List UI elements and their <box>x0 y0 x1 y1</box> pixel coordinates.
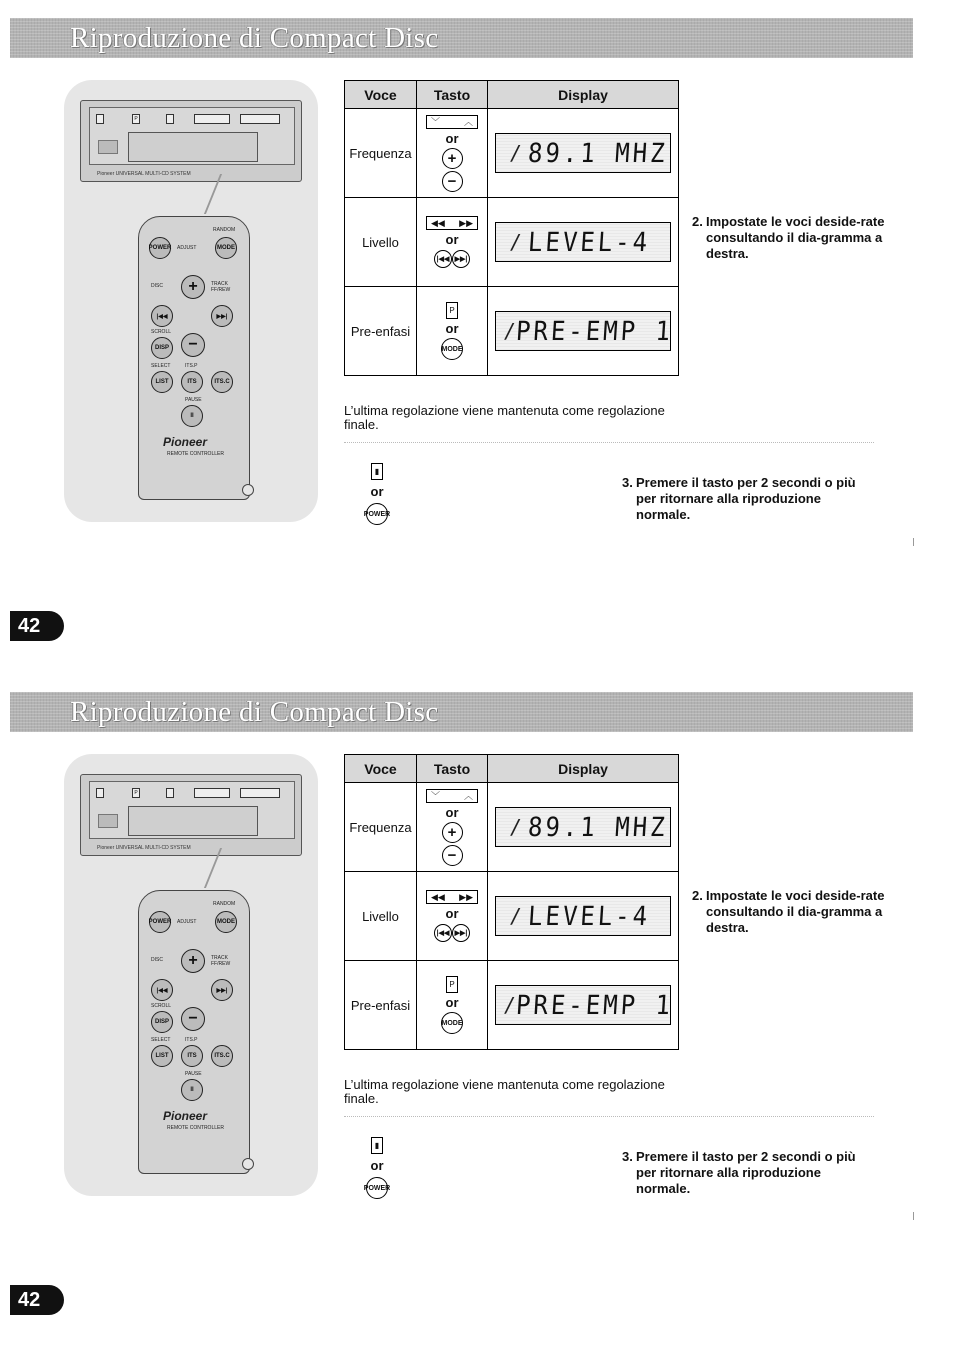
minus-icon: − <box>181 1007 205 1031</box>
row-label: Livello <box>345 198 417 287</box>
remote-caption: REMOTE CONTROLLER <box>167 1125 224 1131</box>
remote-control-image <box>138 890 250 1174</box>
head-unit-caption: Pioneer UNIVERSAL MULTI-CD SYSTEM <box>97 845 191 851</box>
head-unit-display <box>128 132 258 162</box>
header-voce: Voce <box>345 755 417 783</box>
lcd-display: / 89.1 MHZ <box>495 807 671 847</box>
step-2: 2. Impostate le voci deside-rate consultando il dia-gramma a destra. <box>692 214 885 261</box>
step-2: 2. Impostate le voci deside-rate consultando il dia-gramma a destra. <box>692 888 885 935</box>
random-label: RANDOM <box>213 227 236 233</box>
head-unit-image <box>80 774 302 856</box>
mode-key-icon: MODE <box>215 237 237 259</box>
settings-table <box>344 80 679 376</box>
remote-logo: Pioneer <box>163 1109 208 1123</box>
note-text: L’ultima regolazione viene mantenuta come regolazione finale. <box>344 403 665 432</box>
disc-label: DISC <box>151 283 163 289</box>
adjust-label: ADJUST <box>177 245 197 251</box>
note-text: L’ultima regolazione viene mantenuta come regolazione finale. <box>344 1077 665 1106</box>
random-label: RANDOM <box>213 901 236 907</box>
divider <box>344 442 874 443</box>
divider <box>344 1116 874 1117</box>
section-banner <box>10 18 913 58</box>
p-key-icon: P <box>132 114 140 124</box>
lcd-display: / LEVEL-4 <box>495 896 671 936</box>
remote-logo: Pioneer <box>163 435 208 449</box>
edge-mark <box>913 538 914 546</box>
settings-table <box>344 754 679 1050</box>
step-3-keys: ▮ or POWER <box>362 463 392 525</box>
remote-caption: REMOTE CONTROLLER <box>167 451 224 457</box>
step-3: 3. Premere il tasto per 2 secondi o più per ritornare alla riproduzione normale. <box>622 475 856 522</box>
disc-icon <box>98 814 118 828</box>
rewind-forward-icon: ◀◀ ▶▶ <box>426 890 478 904</box>
manual-page-1 <box>0 0 954 674</box>
itsp-label: ITS.P <box>185 363 198 369</box>
pause-key-icon <box>166 788 174 798</box>
select-label: SELECT <box>151 1037 171 1043</box>
prev-track-icon: |◀◀ <box>151 979 173 1001</box>
prev-track-icon: |◀◀ <box>434 250 452 268</box>
pause-key-icon: II <box>181 405 203 427</box>
step-3-keys: ▮ or POWER <box>362 1137 392 1199</box>
manual-page-2 <box>0 674 954 1348</box>
itsc-key-icon: ITS.C <box>211 371 233 393</box>
remote-control-image <box>138 216 250 500</box>
lcd-display: / LEVEL-4 <box>495 222 671 262</box>
up-down-rocker-icon: ﹀ ︿ <box>426 115 478 129</box>
table-row: Frequenza ﹀ ︿ or + − / 89.1 MHZ <box>345 783 679 872</box>
disc-icon: / <box>509 230 523 254</box>
mode-key-icon: MODE <box>441 1012 463 1034</box>
list-key-icon: LIST <box>151 1045 173 1067</box>
table-row: Frequenza ﹀ ︿ or + − / 89.1 MHZ <box>345 109 679 198</box>
header-display: Display <box>488 81 679 109</box>
header-tasto: Tasto <box>417 81 488 109</box>
prev-track-icon: |◀◀ <box>434 924 452 942</box>
track-label: TRACK FF/REW <box>211 955 231 967</box>
minus-icon: − <box>442 171 463 192</box>
pause-label: PAUSE <box>185 1071 202 1077</box>
power-key-icon: POWER <box>366 503 388 525</box>
pause-key-icon <box>166 114 174 124</box>
disp-key-icon: DISP <box>151 337 173 359</box>
disp-key-icon: DISP <box>151 1011 173 1033</box>
header-display: Display <box>488 755 679 783</box>
mode-key-icon: MODE <box>441 338 463 360</box>
pause-key-icon: II <box>181 1079 203 1101</box>
lcd-display: / PRE-EMP 1 <box>495 311 671 351</box>
head-unit-caption: Pioneer UNIVERSAL MULTI-CD SYSTEM <box>97 171 191 177</box>
minus-icon: − <box>442 845 463 866</box>
power-key-icon: POWER <box>366 1177 388 1199</box>
row-label: Frequenza <box>345 783 417 872</box>
next-track-icon: ▶▶| <box>211 979 233 1001</box>
head-unit-image <box>80 100 302 182</box>
rewind-forward-icon: ◀◀ ▶▶ <box>426 216 478 230</box>
row-label: Pre-enfasi <box>345 961 417 1050</box>
row-label: Frequenza <box>345 109 417 198</box>
p-key-icon: P <box>446 302 458 319</box>
remote-lanyard-ring <box>242 484 254 496</box>
device-illustration <box>64 80 318 522</box>
power-key-icon: ▮ <box>371 463 383 480</box>
p-key-icon: P <box>446 976 458 993</box>
mode-key-icon: MODE <box>215 911 237 933</box>
disc-label: DISC <box>151 957 163 963</box>
header-tasto: Tasto <box>417 755 488 783</box>
table-row: Pre-enfasi P or MODE / PRE-EMP 1 <box>345 287 679 376</box>
scroll-label: SCROLL <box>151 1003 172 1009</box>
rewind-forward-icon <box>240 788 280 798</box>
up-down-rocker-icon <box>194 788 230 798</box>
plus-icon: + <box>181 949 205 973</box>
next-track-icon: ▶▶| <box>211 305 233 327</box>
disc-icon: / <box>509 141 523 165</box>
select-label: SELECT <box>151 363 171 369</box>
step-3: 3. Premere il tasto per 2 secondi o più per ritornare alla riproduzione normale. <box>622 1149 856 1196</box>
lcd-display: / PRE-EMP 1 <box>495 985 671 1025</box>
page-number: 42 <box>10 611 64 641</box>
minus-icon: − <box>181 333 205 357</box>
disc-icon: / <box>509 904 523 928</box>
next-track-icon: ▶▶| <box>452 250 470 268</box>
adjust-label: ADJUST <box>177 919 197 925</box>
plus-icon: + <box>442 148 463 169</box>
head-unit-display <box>128 806 258 836</box>
power-key-icon: POWER <box>149 237 171 259</box>
plus-icon: + <box>442 822 463 843</box>
track-label: TRACK FF/REW <box>211 281 231 293</box>
list-key-icon: LIST <box>151 371 173 393</box>
plus-icon: + <box>181 275 205 299</box>
page-number: 42 <box>10 1285 64 1315</box>
edge-mark <box>913 1212 914 1220</box>
itsc-key-icon: ITS.C <box>211 1045 233 1067</box>
next-track-icon: ▶▶| <box>452 924 470 942</box>
up-down-rocker-icon <box>194 114 230 124</box>
header-voce: Voce <box>345 81 417 109</box>
pause-label: PAUSE <box>185 397 202 403</box>
lcd-display: / 89.1 MHZ <box>495 133 671 173</box>
disc-icon: / <box>504 319 517 343</box>
scroll-label: SCROLL <box>151 329 172 335</box>
prev-track-icon: |◀◀ <box>151 305 173 327</box>
section-title: Riproduzione di Compact Disc <box>70 696 439 728</box>
itsp-label: ITS.P <box>185 1037 198 1043</box>
row-label: Pre-enfasi <box>345 287 417 376</box>
table-row: Pre-enfasi P or MODE / PRE-EMP 1 <box>345 961 679 1050</box>
table-row: Livello ◀◀ ▶▶ or |◀◀ ▶▶| / LEVEL-4 <box>345 198 679 287</box>
its-key-icon: ITS <box>181 371 203 393</box>
rewind-forward-icon <box>240 114 280 124</box>
power-key-icon: ▮ <box>371 1137 383 1154</box>
p-key-icon: P <box>132 788 140 798</box>
table-row: Livello ◀◀ ▶▶ or |◀◀ ▶▶| / LEVEL-4 <box>345 872 679 961</box>
section-title: Riproduzione di Compact Disc <box>70 22 439 54</box>
up-down-rocker-icon: ﹀ ︿ <box>426 789 478 803</box>
device-illustration <box>64 754 318 1196</box>
disc-icon: / <box>509 815 523 839</box>
row-label: Livello <box>345 872 417 961</box>
disc-icon: / <box>504 993 517 1017</box>
disc-icon <box>98 140 118 154</box>
its-key-icon: ITS <box>181 1045 203 1067</box>
power-key-icon <box>96 114 104 124</box>
remote-lanyard-ring <box>242 1158 254 1170</box>
section-banner <box>10 692 913 732</box>
power-key-icon: POWER <box>149 911 171 933</box>
power-key-icon <box>96 788 104 798</box>
